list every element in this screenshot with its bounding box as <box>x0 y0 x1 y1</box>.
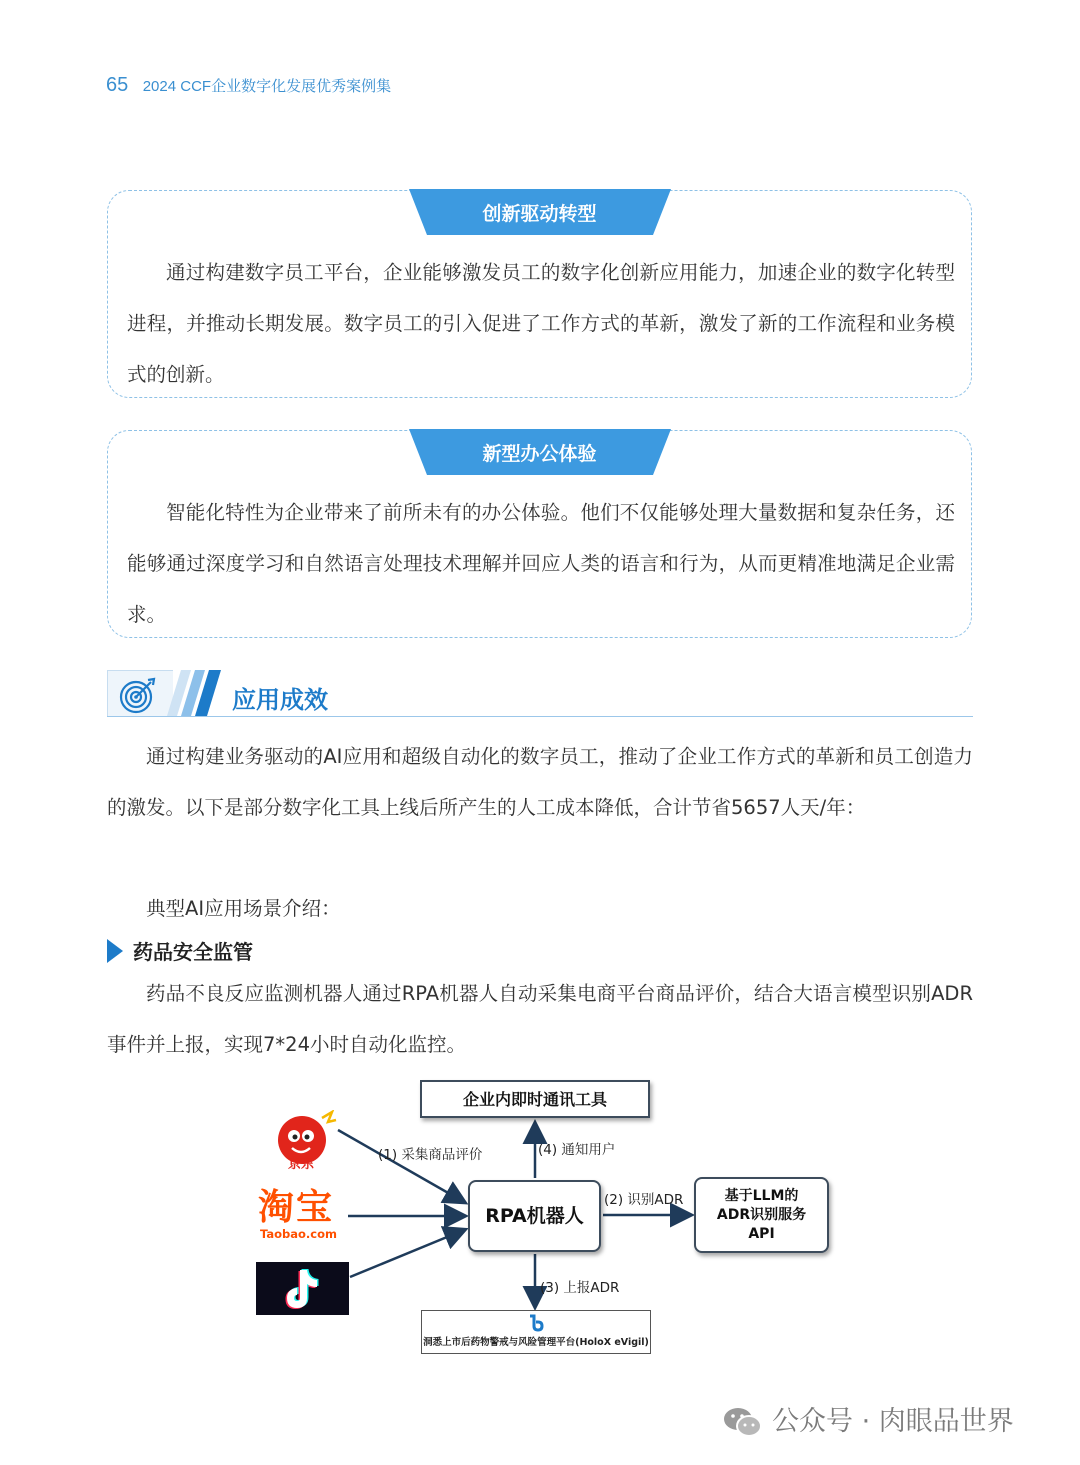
llm-adr-api-box: 基于LLM的 ADR识别服务 API <box>694 1177 829 1253</box>
card-body: 智能化特性为企业带来了前所未有的办公体验。他们不仅能够处理大量数据和复杂任务，还能够通过深度学习和自然语言处理技术理解并回应人类的语言和行为，从而更精准地满足企业需求。 <box>127 501 955 626</box>
subsection-title: 药品安全监管 <box>133 940 253 964</box>
scenes-paragraph: 典型AI应用场景介绍： <box>146 897 341 920</box>
drug-monitor-paragraph: 药品不良反应监测机器人通过RPA机器人自动采集电商平台商品评价，结合大语言模型识别ADR事件并上报，实现7*24小时自动化监控。 <box>107 982 973 1056</box>
office-experience-card <box>107 430 972 638</box>
publication-title: 2024 CCF企业数字化发展优秀案例集 <box>142 78 392 95</box>
wechat-icon <box>722 1402 764 1442</box>
identify-adr-label: (2) 识别ADR <box>604 1192 684 1208</box>
collect-reviews-label: (1) 采集商品评价 <box>378 1147 483 1163</box>
wechat-watermark <box>722 1402 1014 1442</box>
rpa-workflow-diagram <box>250 1070 850 1370</box>
card-title-tab <box>409 429 671 477</box>
page-number: 65 <box>106 74 129 96</box>
watermark-text: 公众号 · 肉眼品世界 <box>772 1406 1014 1437</box>
target-icon <box>107 670 173 716</box>
card-body: 通过构建数字员工平台，企业能够激发员工的数字化创新应用能力，加速企业的数字化转型进程，并推动长期发展。数字员工的引入促进了工作方式的革新，激发了新的工作流程和业务模式的创新。 <box>127 261 955 386</box>
intro-paragraph: 通过构建业务驱动的AI应用和超级自动化的数字员工，推动了企业工作方式的革新和员工创造力的激发。以下是部分数字化工具上线后所产生的人工成本降低，合计节省5657人天/年： <box>107 745 973 819</box>
tiktok-logo-icon <box>256 1262 349 1315</box>
taobao-logo: 淘宝 Taobao.com <box>258 1187 337 1241</box>
card-title: 创新驱动转型 <box>482 203 597 225</box>
decorative-stripes <box>167 670 227 716</box>
holox-logo-icon <box>526 1314 548 1334</box>
rpa-robot-box: RPA机器人 <box>468 1180 601 1252</box>
card-title: 新型办公体验 <box>482 443 597 465</box>
page-header <box>106 74 391 97</box>
section-heading <box>107 670 973 718</box>
jd-logo-text: 京东 <box>288 1157 315 1172</box>
triangle-bullet-icon <box>107 939 123 963</box>
im-tool-box: 企业内即时通讯工具 <box>420 1080 650 1118</box>
report-adr-label: (3) 上报ADR <box>540 1280 620 1296</box>
card-title-tab <box>409 189 671 237</box>
notify-user-label: (4) 通知用户 <box>538 1142 616 1158</box>
pharmacovigilance-platform-box: 洞悉上市后药物警戒与风险管理平台(HoloX eVigil) <box>421 1310 651 1354</box>
section-underline <box>107 716 973 717</box>
innovation-card <box>107 190 972 398</box>
section-title: 应用成效 <box>232 686 328 714</box>
